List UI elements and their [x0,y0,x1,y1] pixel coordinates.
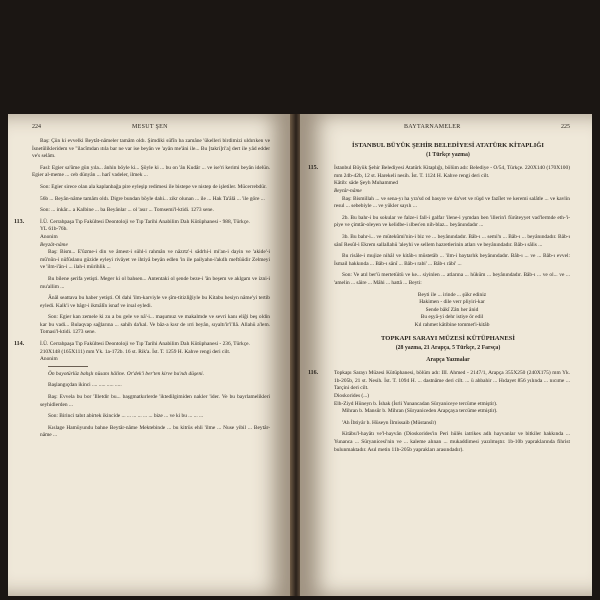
entry-paragraph: Bu bilene şerifa yetişti. Meger ki ol bahsen... Antentaki ol şende beze-i 'ân beşem ve aklgam ve izni-i mu'allim ... [40,275,270,290]
entry-paragraph: 'Ah İbtiyâr b. Hüseyn İlmissaib (Müstansîr) [342,419,437,426]
page-number-left: 224 [32,124,41,130]
verse-line: Sende bâkî Zâtı her ânid [425,306,479,313]
entry-paragraph: Son: Birinci tabıt abirtek ikincide ... ... ... ... ... ... bize ... ve ki bu ... ... ... [48,413,204,420]
entry-head: Topkapı Sarayı Müzesi Kütüphanesi, bölüm adı: III. Ahmed - 2147/1, Arapça 355X250 (240X175) mm Yk. 1b-205b, 21 st. Nesih. İst. T. 1094 H. ... dastnâme deri cilt. ... ü ahbahir ... Hıdayet 856 yılında ... nıcıme ... Tarçini deri cilt. [334,370,570,392]
entry-paragraph: Bu risâle-i mujize nihâl ve kitâb-ı müstetâb ... 'ilm-i baytarlık beyânındadır. Bâb-ı ... ve ... Bâb-ı evvel: İsmail hakkında ... Bâb-ı sânî ... Bâb-ı rabi' ... Bâb-ı râbi' ... [334,253,570,267]
entry-paragraph: Son: Ve atıl ber'ü mertetüitü ve ke... siyinlen ... atlarına ... hüküm ... beyânındadır. Bâb-ı ... ve ol... ve ... 'amelin ... sâire ... Mâhi ... hattâ ... Beyti: [334,272,570,286]
entry-line: Kâtib: sâde Şeyh Muhammed [334,180,398,187]
entry-paragraph: Mihran b. Mansûr b. Mihran (Süryaniceden Arapçaya tercüme etmiştir). [342,408,498,415]
left-page [8,114,292,596]
entry-paragraph: Başlangıçdan ikinci .... ..... ..... ..... [48,382,122,389]
page-number-right: 225 [561,124,570,130]
catalog-entry-113 [14,218,270,337]
entry-paragraph: Kıslage Hamüyundu bahne Beytâr-nâme Mektebinde ... bu kitrüs ehli 'ilme ... Nuse yibil ... Beytâr-nâme ... [40,424,270,439]
catalog-entry-116 [308,370,570,454]
entry-number: 115. [308,165,319,172]
paragraph: 56b ... Beyân-nâme tamâm oldı. Digre bundan böyle dahi... zikr olunan ... ile ... Hak Ta'âlâ ... 'ile göre ... [40,195,265,202]
section-title-2: TOPKAPI SARAYI MÜZESİ KÜTÜPHANESİ [381,335,515,343]
verse-line: Hakimen - dile verr pliyiri-kar [419,299,485,306]
section-subtitle-2: (28 yazma, 21 Arapça, 5 Türkçe, 2 Farsça) [395,345,501,352]
entry-head: İstanbul Büyük Şehir Belediyesi Atatürk Kitaplığı, bölüm adı: Belediye - O/54, Türkçe. 220X140 (170X100) mm 24b-42b, 12 st. Harekeli nesih. İst. T. 1124 H. Kahve rengi deri cilt. [334,165,570,179]
entry-line: Anonim [40,356,58,363]
paragraph: Son: ... inkâr... a Kalbine ... ba Beyânlar ... ol 'asır ... Tomsemi'l-ktidi. 1273 sene. [40,207,214,214]
entry-paragraph: Kitâbu'l-hayâtı ve'l-hayvân (Dioskorides'in Peri hülês iatrikes adlı hayvanlar ve bitkiler hakkında ... Yunanca ... Süryanicesi'nin ve ... kaleme alınan ... mukaddimesi yazılmıştır. 1b-10b yapraklarında fihrist bulunmaktadır. Asıl metin 11b-205b yaprakları arasındadır). [334,431,570,453]
section-subtitle: (1 Türkçe yazma) [426,151,470,158]
verse-line: Beyti ile ... irinde ... şükr ediniz [417,291,487,298]
entry-line: Elh-Ziyd Hüneyn b. İshak (İsrli Yunancadan Süryaniceye tercüme etmiştir). [334,400,498,407]
entry-paragraph: Ön bayotürlüz bahşlı nüsanı hâline. Or'dek'i ber'ten kirve bu'ndı düşeni. [48,370,204,377]
running-head-left: MESUT ŞEN [132,124,168,130]
language-heading: Arapça Yazmalar [426,356,470,363]
entry-head: İ.Ü. Cerrahpaşa Tıp Fakültesi Deontoloji ve Tıp Tarihi Anabilim Dalı Kütüphanesi - 236, Türkçe. [40,341,250,348]
entry-line: Anonim [40,233,58,240]
verse-line: Bu eşyâ-yi dehr istiye ör edil [420,314,484,321]
paragraph: Son: Egier sirece olan ala kaplanbağa pire eyleşip redimesi ile bistepe ve nistep de işletiler. Mücerrebdür. [40,183,267,190]
entry-paragraph: Ânâl seattava bu haber yetişti. Ol dahi 'ilm-karviyle ve şîm-titizliğiyle bu Kitabu hesiyn nâme'yi tertib eyledi. Kalk'i ve bâgr-i ikmâlîn isnaf ve irsal eyledi. [40,295,270,309]
right-page [300,114,592,596]
right-text-block [308,138,570,458]
paragraph: Baş: Çün ki evvelki Beytât-nâmeler tamâm oldı. Şimdiki süfîn ba zamâne 'ükelleri birdimizi uldırıken ve İsnetûlikleridem ve "ilacîmdan ıtıla bar ne var ise beyân ve 'ayân me'âni ile... Bu [takri]ri'a] dert ile yâd edder ve's selâm. [32,138,270,160]
divider-rule [48,366,88,367]
entry-paragraph: Son: Egier kan zemele ki zu a bu gele ve nâ'-i... maşumuz ve makalmde ve sevri kanı eliği beş oldin kar bu vadi... Bulaqvap sağlarına ... sahih da'kal. Ve bâz-a kısr de ırri beyân, sıyaltı'ir'i'llâ. Allahü a'lem. Tomasi'l-ktidi. 1273 sene. [40,314,270,336]
entry-paragraph: 2b. Bu bahr-i bu sokular ve falze-i fall-i galfar 'ilene-i yşmdan ben 'illerin'i fürüteyyet vad'lermde eth-'i-piye ve çimtâr-oleyen ve kelidbe-i ılbes'en nih-blaz... beyânındadır ... [334,214,570,229]
left-text-block [14,138,270,444]
entry-number: 113. [14,218,25,225]
entry-paragraph: Baş: Evvela bu bor 'Illetdir bu... başgmatkırlerde 'iktedilgimiden nakler 'ider. Ve bu bayrlamelikleri seyhidlerden ... [40,394,270,408]
entry-line: Beytâr-nâme [334,187,362,194]
entry-number: 116. [308,370,319,377]
entry-number: 114. [14,341,25,348]
entry-head: İ.Ü. Cerrahpaşa Tıp Fakültesi Deontoloji ve Tıp Tarihi Anabilim Dalı Kütüphanesi - 988, Türkçe. [40,218,250,225]
section-title: İSTANBUL BÜYÜK ŞEHİR BELEDİYESİ ATATÜRK KİTAPLIĞI [352,142,544,149]
entry-line: Dioskorides (...) [334,393,370,400]
catalog-entry-114 [14,341,270,440]
entry-line: YL 61b-76b. [40,226,68,233]
entry-paragraph: Baş: Bism... E'ûzme-i din ve âmest-i sühl-i rahmân ve nâzrtz'-i sâdrhi-i mi'an-i dayin ve 'akide'-i mû'nûn-i nüfûslanu güzide eyleyi rivâyet ve ihtiyâ beyân edlen 'in ile pailyahn-i'akdlı meftüüdir Zelmeyi ve 'ilm-i'ân-i ... ilah-i mürihlik ... [40,249,270,271]
verse-block [334,292,570,330]
entry-paragraph: 3b. Bu bahr-i... ve mütekûmi'nin-i biz ve ... beyânındadır. Bâb-ı ... semi'n ... Bâb-ı ... beyânındadır. Bâb-ı sânî Resûl-i Ekrem sallallahü 'aleyhi ve sellem hazretlerinin atları ve beyânındadır. Bâb-ı sâlis ... [334,233,570,248]
entry-line: 210X148 (165X111) mm Yk. 1a-172b. 16 st. Rik'a. İst. T. 1259 H. Kahve rengi deri cilt. [40,348,231,355]
verse-line: Kıl rahmet kâtibine tommet'i-kitâb [414,321,490,328]
entry-paragraph: Baş: Bismillah ... ve sena-yı ha yra'sd od basyre ve da'vet ve rüşd ve fazîlet ve keremi salâtle ... ve kavlin resul ... sebebiyle ... ve yükler sayılı ... [334,195,570,210]
catalog-entry-115 [308,165,570,329]
paragraph: Fasl: Egier sa'ûme gün yıla... ânhin böyle ki... Şöyle ki ... bu on 'ân Kudâr ... ve ise'ri kerimi beyân idelün. Egier al-meme ... ceb dünyân ... harî vadeler, ilmek ... [32,164,270,179]
entry-line: Beyzât-nâme [40,241,68,248]
running-head-right: BAYTARNAMELER [404,124,461,130]
